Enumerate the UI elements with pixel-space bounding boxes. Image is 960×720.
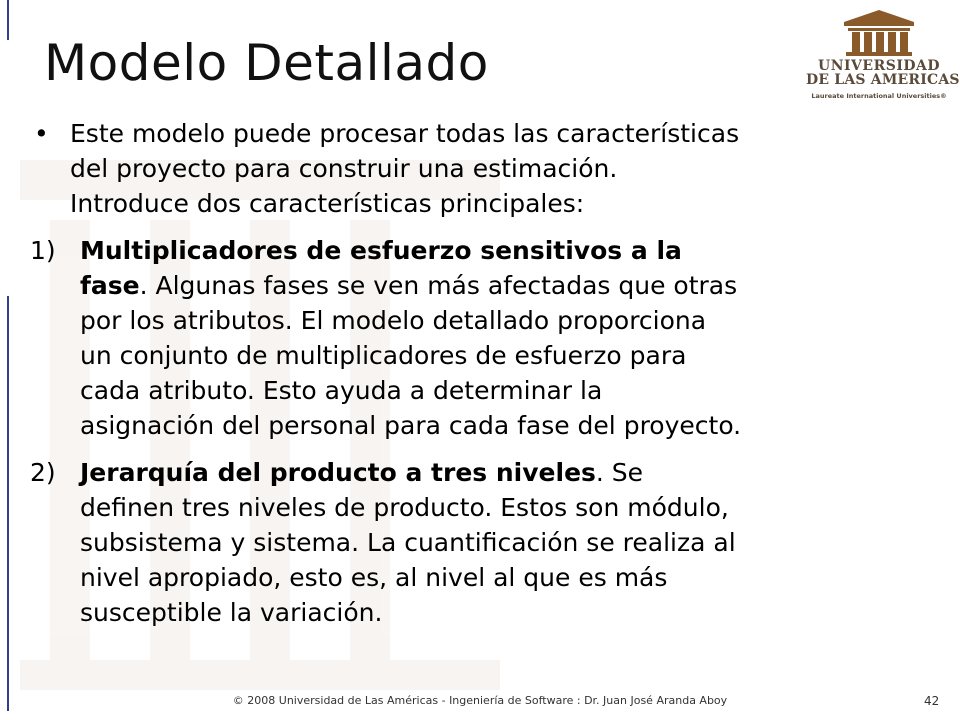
numbered-item-1	[30, 233, 930, 443]
page-number: 42	[924, 694, 940, 708]
item1-line: por los atributos. El modelo detallado proporciona	[80, 306, 707, 335]
university-logo	[806, 8, 960, 100]
item2-line: subsistema y sistema. La cuantificación se realiza al	[80, 528, 736, 557]
item-number: 2)	[30, 458, 56, 487]
item2-line: definen tres niveles de producto. Estos son módulo,	[80, 493, 729, 522]
item2-bold-heading: Jerarquía del producto a tres niveles	[80, 458, 596, 487]
logo-line-1: UNIVERSIDAD	[817, 58, 941, 74]
item1-line: cada atributo. Esto ayuda a determinar la	[80, 376, 603, 405]
slide-body	[30, 116, 930, 630]
item1-bold-heading: Multiplicadores de esfuerzo sensitivos a la	[80, 236, 682, 265]
item1-bold-heading-cont: fase	[80, 271, 140, 300]
left-accent-line-bottom	[7, 296, 9, 711]
slide-title: Modelo Detallado	[44, 34, 489, 92]
logo-line-3: Laureate International Universities®	[811, 92, 947, 100]
intro-line: Introduce dos características principales:	[70, 189, 585, 218]
item1-line: un conjunto de multiplicadores de esfuerzo para	[80, 341, 687, 370]
item1-line	[80, 233, 930, 268]
item1-line: asignación del personal para cada fase del proyecto.	[80, 411, 742, 440]
item2-line	[80, 455, 930, 490]
numbered-item-2	[30, 455, 930, 630]
left-accent-line-top	[7, 0, 9, 40]
intro-bullet	[30, 116, 930, 221]
item2-line: susceptible la variación.	[80, 598, 383, 627]
intro-line: Este modelo puede procesar todas las características	[70, 119, 740, 148]
item2-text: . Se	[595, 458, 644, 487]
bullet-icon: •	[34, 119, 49, 148]
item1-text: . Algunas fases se ven más afectadas que otras	[139, 271, 738, 300]
item2-line: nivel apropiado, esto es, al nivel al que es más	[80, 563, 668, 592]
intro-line: del proyecto para construir una estimación.	[70, 154, 618, 183]
building-columns-icon	[806, 8, 952, 58]
footer-copyright: © 2008 Universidad de Las Américas - Ingeniería de Software : Dr. Juan José Aranda Aboy	[232, 694, 728, 707]
item-number: 1)	[30, 236, 56, 265]
logo-line-2: DE LAS AMERICAS	[806, 72, 960, 88]
item1-line	[80, 268, 930, 303]
